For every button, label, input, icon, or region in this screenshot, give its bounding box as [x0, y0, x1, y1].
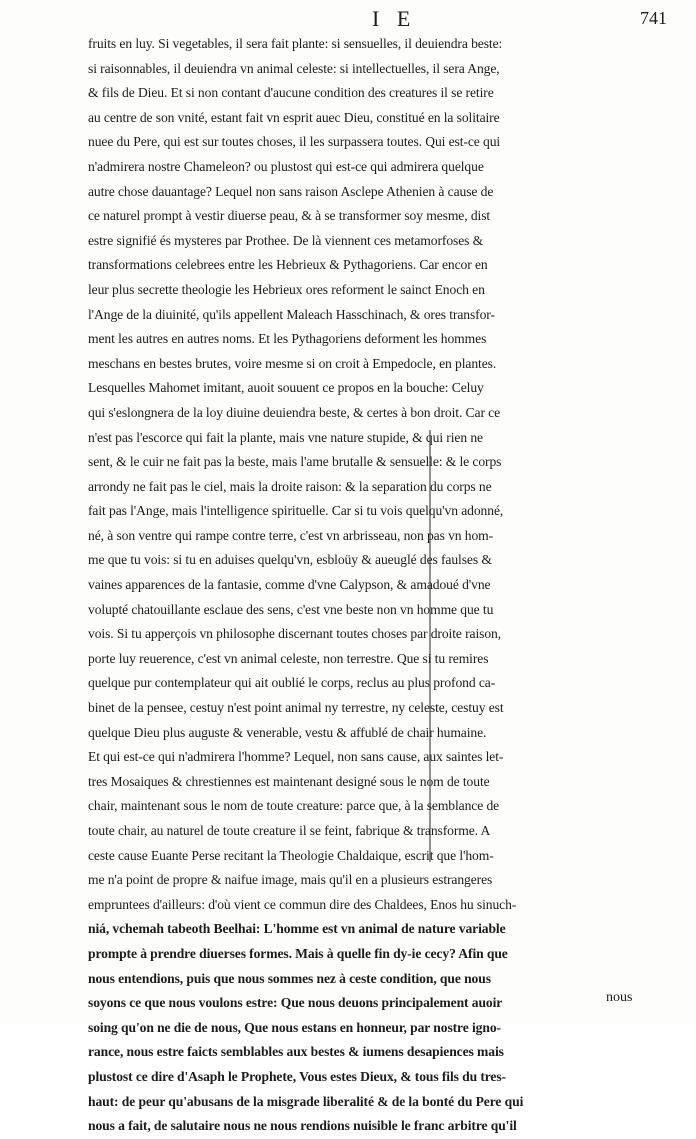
- text-line: prompte à prendre diuerses formes. Mais à quelle fin dy-ie cecy? Afin que: [88, 945, 508, 961]
- text-line: sent, & le cuir ne fait pas la beste, mais l'ame brutalle & sensuelle: & le corps: [88, 454, 502, 470]
- text-line: au centre de son vnité, estant fait vn esprit auec Dieu, constitué en la solitaire: [88, 109, 500, 125]
- text-line: Lesquelles Mahomet imitant, auoit souuent ce propos en la bouche: Celuy: [88, 380, 484, 396]
- running-head: I E: [372, 6, 417, 31]
- text-line: Et qui est-ce qui n'admirera l'homme? Lequel, non sans cause, aux saintes let-: [88, 749, 504, 765]
- catchword: nous: [606, 990, 633, 1005]
- text-line: l'Ange de la diuinité, qu'ils appellent Maleach Hasschinach, & ores transfor-: [88, 306, 495, 322]
- text-line: volupté chatouillante esclaue des sens, c'est vne beste non vn homme que tu: [88, 601, 494, 617]
- text-line: arrondy ne fait pas le ciel, mais la droite raison: & la separation du corps ne: [88, 478, 492, 494]
- text-line: me n'a point de propre & naifue image, mais qu'il en a plusieurs estrangeres: [88, 872, 493, 888]
- text-line: nuee du Pere, qui est sur toutes choses, il les surpassera toutes. Qui est-ce qui: [88, 134, 501, 150]
- text-line: binet de la pensee, cestuy n'est point animal ny terrestre, ny celeste, cestuy est: [88, 700, 504, 716]
- text-line: tres Mosaiques & chrestiennes est maintenant designé sous le nom de toute: [88, 773, 490, 789]
- text-line: né, à son ventre qui rampe contre terre, c'est vn arbrisseau, non pas vn hom-: [88, 527, 494, 543]
- text-line: toute chair, au naturel de toute creature il se feint, fabrique & transforme. A: [88, 823, 491, 838]
- text-line: chair, maintenant sous le nom de toute creature: parce que, à la semblance de: [88, 798, 500, 814]
- text-line: & fils de Dieu. Et si non contant d'aucune condition des creatures il se retire: [88, 85, 494, 101]
- text-line: leur plus secrette theologie les Hebrieux ores reforment le sainct Enoch en: [88, 281, 485, 297]
- text-line: empruntees d'ailleurs: d'où vient ce commun dire des Chaldees, Enos hu sinuch-: [88, 896, 517, 912]
- text-line: fruits en luy. Si vegetables, il sera fait plante: si sensuelles, il deuiendra beste:: [88, 36, 503, 51]
- text-line: vaines apparences de la fantasie, comme d'vne Calypson, & amadoué d'vne: [88, 577, 491, 593]
- page-number: 741: [640, 8, 667, 28]
- page-header: [0, 2, 696, 36]
- text-line: plustost ce dire d'Asaph le Prophete, Vous estes Dieux, & tous fils du tres-: [88, 1068, 506, 1084]
- text-line: soyons ce que nous voulons estre: Que nous deuons principalement auoir: [88, 995, 503, 1011]
- text-line: soing qu'on ne die de nous, Que nous estans en honneur, par nostre igno-: [88, 1019, 501, 1035]
- text-line: si raisonnables, il deuiendra vn animal celeste: si intellectuelles, il sera Ange,: [88, 60, 500, 76]
- text-line: nous entendions, puis que nous sommes nez à ceste condition, que nous: [88, 970, 491, 986]
- text-line: rance, nous estre faicts semblables aux bestes & iumens desapiences mais: [88, 1044, 504, 1060]
- body-text: [88, 32, 644, 1139]
- text-line: nous a fait, de salutaire nous ne nous rendions nuisible le franc arbitre qu'il: [88, 1118, 517, 1134]
- text-line: transformations celebrees entre les Hebrieux & Pythagoriens. Car encor en: [88, 257, 488, 273]
- text-line: ceste cause Euante Perse recitant la Theologie Chaldaique, escrit que l'hom-: [88, 847, 494, 863]
- text-line: haut: de peur qu'abusans de la misgrade liberalité & de la bonté du Pere qui: [88, 1093, 524, 1109]
- text-line: vois. Si tu apperçois vn philosophe discernant toutes choses par droite raison,: [88, 626, 502, 642]
- text-line: qui s'eslongnera de la loy diuine deuiendra beste, & certes à bon droit. Car ce: [88, 404, 501, 420]
- text-line: me que tu vois: si tu en aduises quelqu'vn, esbloüy & aueuglé des faulses &: [88, 552, 492, 568]
- text-line: n'admirera nostre Chameleon? ou plustost qui est-ce qui admirera quelque: [88, 158, 484, 174]
- text-line: fait pas l'Ange, mais l'intelligence spirituelle. Car si tu vois quelqu'vn adonné,: [88, 503, 504, 519]
- text-line: n'est pas l'escorce qui fait la plante, mais vne nature stupide, & qui rien ne: [88, 429, 483, 445]
- text-line: quelque Dieu plus auguste & venerable, vestu & affublé de chair humaine.: [88, 724, 487, 740]
- text-line: niá, vchemah tabeoth Beelhai: L'homme est vn animal de nature variable: [88, 921, 506, 937]
- text-line: porte luy reuerence, c'est vn animal celeste, non terrestre. Que si tu remires: [88, 650, 489, 666]
- text-line: quelque pur contemplateur qui ait oublié le corps, reclus au plus profond ca-: [88, 675, 496, 691]
- text-line: ment les autres en autres noms. Et les Pythagoriens deforment les hommes: [88, 331, 487, 347]
- text-line: ce naturel prompt à vestir diuerse peau, & à se transformer soy mesme, dist: [88, 208, 491, 224]
- text-line: estre signifié és mysteres par Prothee. De là viennent ces metamorfoses &: [88, 232, 484, 248]
- text-line: autre chose dauantage? Lequel non sans raison Asclepe Athenien à cause de: [88, 183, 494, 199]
- text-line: meschans en bestes brutes, voire mesme si on croit à Empedocle, en plantes.: [88, 355, 497, 371]
